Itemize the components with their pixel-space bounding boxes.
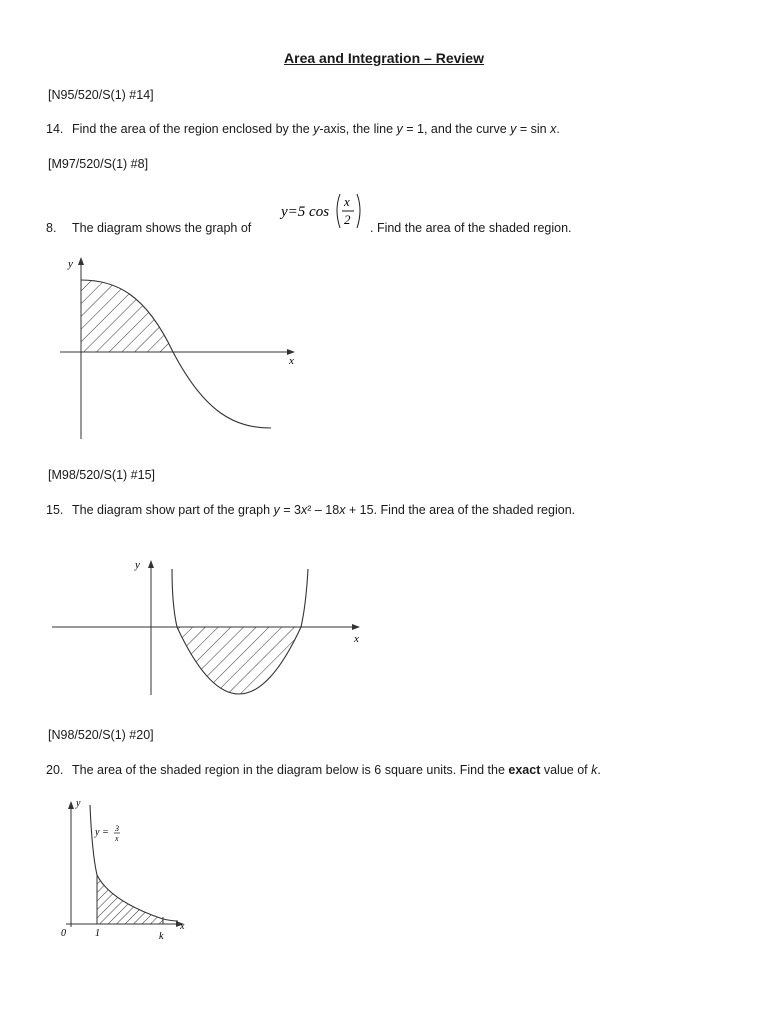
question-reference: [M97/520/S(1) #8] (48, 157, 149, 171)
question-number: 8. (46, 221, 57, 235)
parabola-graph (48, 555, 368, 700)
question-reference: [M98/520/S(1) #15] (48, 468, 156, 482)
svg-text:x: x (289, 355, 294, 367)
svg-text:y: y (135, 559, 140, 571)
svg-text:3: 3 (115, 824, 119, 833)
svg-text:x: x (354, 633, 359, 645)
question-8: 8. The diagram shows the graph of (46, 221, 252, 235)
question-reference: [N98/520/S(1) #20] (48, 728, 154, 742)
question-14: 14. Find the area of the region enclosed by the y-axis, the line y = 1, and the curve y = sin x. (46, 122, 560, 136)
svg-text:y=5 cos: y=5 cos (281, 204, 330, 220)
question-15: 15. The diagram show part of the graph y = 3x² – 18x + 15. Find the area of the shaded region. (46, 503, 576, 517)
formula-5cos-x-over-2 (278, 186, 373, 238)
question-reference: [N95/520/S(1) #14] (48, 88, 154, 102)
question-20: 20. The area of the shaded region in the diagram below is 6 square units. Find the exact value of k. (46, 763, 601, 777)
svg-text:x: x (115, 834, 119, 843)
svg-text:y: y (68, 258, 73, 270)
page-title: Area and Integration – Review (284, 50, 484, 66)
svg-text:2: 2 (344, 212, 351, 227)
svg-text:y: y (76, 798, 81, 809)
cosine-graph (55, 253, 305, 443)
question-number: 15. (46, 503, 64, 517)
reciprocal-graph (52, 793, 202, 943)
question-number: 14. (46, 122, 64, 136)
svg-text:1: 1 (95, 928, 100, 939)
shaded-region (81, 280, 173, 352)
svg-text:x: x (344, 194, 350, 209)
svg-text:x: x (180, 921, 185, 932)
question-number: 20. (46, 763, 64, 777)
svg-text:y =: y = (95, 827, 109, 838)
shaded-region (97, 875, 163, 924)
svg-text:k: k (159, 931, 164, 942)
question-8-tail: . Find the area of the shaded region. (370, 221, 572, 235)
svg-text:0: 0 (61, 928, 66, 939)
